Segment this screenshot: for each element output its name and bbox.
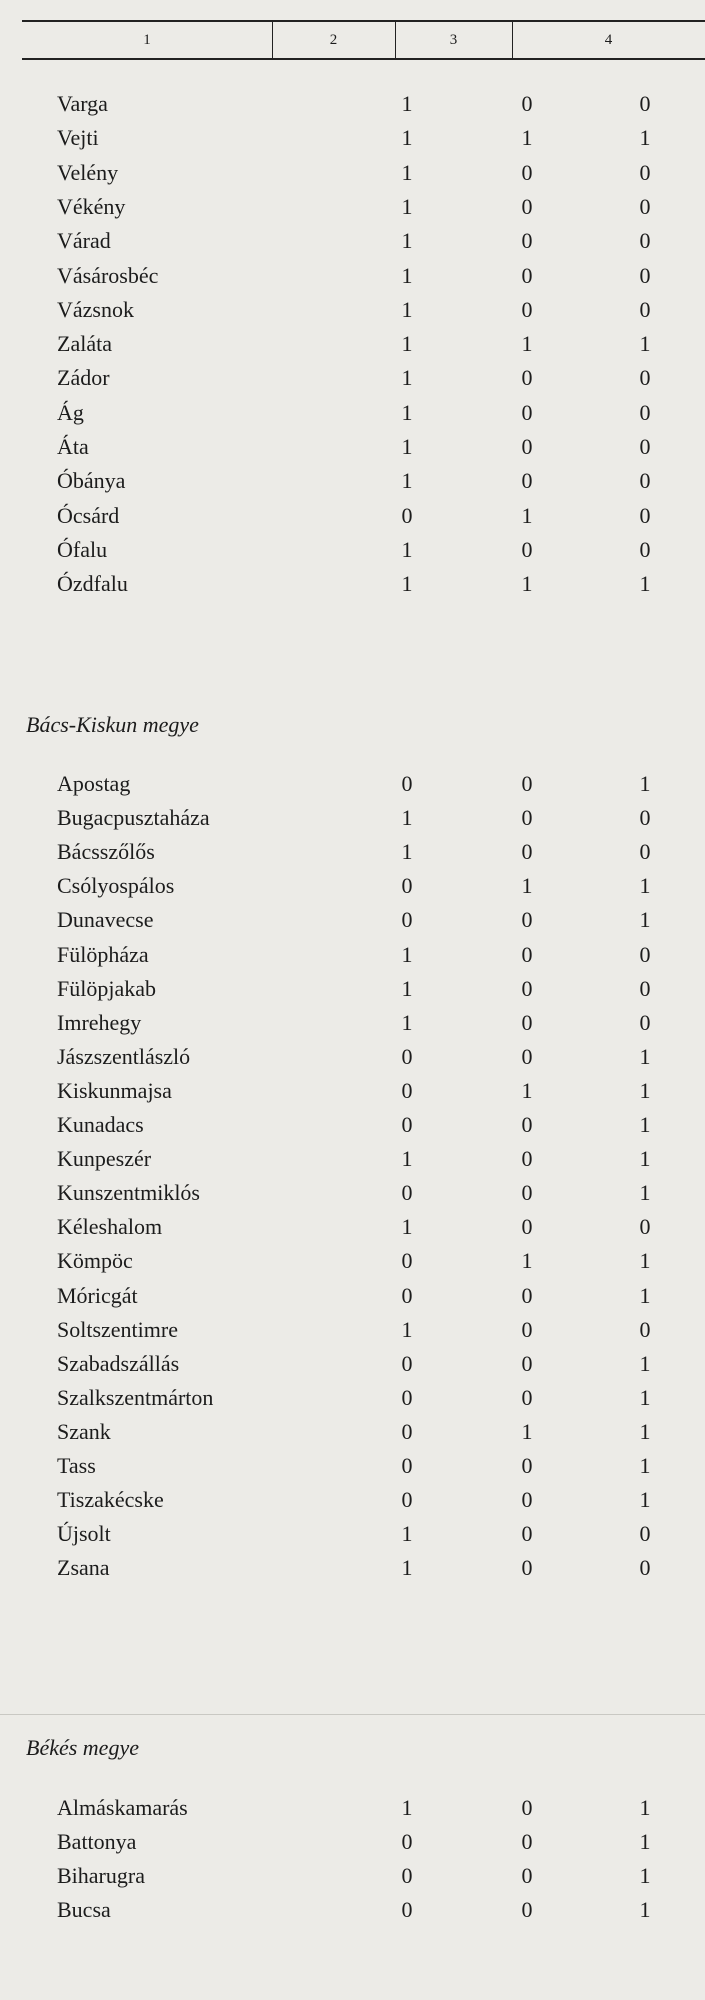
table-row (0, 533, 705, 567)
settlement-name: Óbánya (57, 468, 126, 493)
table-row (0, 1074, 705, 1108)
col3-value: 0 (521, 1146, 533, 1171)
col2-value: 1 (401, 942, 413, 967)
column-header-2: 2 (329, 32, 338, 48)
col4-value: 1 (639, 1385, 651, 1410)
settlement-name: Vázsnok (57, 297, 134, 322)
col3-value: 0 (521, 468, 533, 493)
table-row (0, 361, 705, 395)
col4-value: 0 (639, 839, 651, 864)
table-row (0, 190, 705, 224)
col4-value: 1 (639, 907, 651, 932)
col3-value: 0 (521, 228, 533, 253)
table-row (0, 224, 705, 258)
col3-value: 0 (521, 1214, 533, 1239)
col3-value: 1 (521, 1248, 533, 1273)
table-row (0, 1279, 705, 1313)
col3-value: 1 (521, 873, 533, 898)
col4-value: 1 (639, 1248, 651, 1273)
col2-value: 1 (401, 1146, 413, 1171)
col4-value: 0 (639, 365, 651, 390)
table-row (0, 121, 705, 155)
col3-value: 0 (521, 1555, 533, 1580)
col4-value: 0 (639, 400, 651, 425)
col4-value: 1 (639, 1897, 651, 1922)
settlement-name: Velény (57, 160, 119, 185)
col4-value: 0 (639, 228, 651, 253)
col4-value: 0 (639, 194, 651, 219)
table-row (0, 1142, 705, 1176)
table-row (0, 1244, 705, 1278)
col2-value: 0 (401, 1044, 413, 1069)
col4-value: 0 (639, 805, 651, 830)
settlement-name: Battonya (57, 1829, 137, 1854)
col2-value: 1 (401, 805, 413, 830)
table-header (22, 20, 705, 60)
table-row (0, 1791, 705, 1825)
col3-value: 0 (521, 1521, 533, 1546)
col4-value: 1 (639, 1180, 651, 1205)
col3-value: 0 (521, 91, 533, 116)
settlement-name: Fülöpjakab (57, 976, 156, 1001)
settlement-name: Jászszentlászló (57, 1044, 191, 1069)
table-row (0, 156, 705, 190)
col2-value: 1 (401, 194, 413, 219)
col2-value: 0 (401, 1863, 413, 1888)
settlement-name: Bácsszőlős (57, 839, 155, 864)
col2-value: 0 (401, 1487, 413, 1512)
col4-value: 1 (639, 1044, 651, 1069)
table-row (0, 1381, 705, 1415)
settlement-name: Kömpöc (57, 1248, 133, 1273)
col4-value: 1 (639, 1829, 651, 1854)
col4-value: 1 (639, 1146, 651, 1171)
col4-value: 1 (639, 1863, 651, 1888)
col3-value: 0 (521, 976, 533, 1001)
table-row (0, 327, 705, 361)
settlement-name: Almáskamarás (57, 1795, 188, 1820)
col2-value: 1 (401, 160, 413, 185)
col3-value: 0 (521, 1112, 533, 1137)
col3-value: 1 (521, 1078, 533, 1103)
table-row (0, 499, 705, 533)
settlement-name: Tiszakécske (57, 1487, 164, 1512)
col4-value: 1 (639, 771, 651, 796)
col4-value: 1 (639, 873, 651, 898)
col4-value: 1 (639, 1283, 651, 1308)
settlement-name: Zaláta (57, 331, 112, 356)
col3-value: 0 (521, 1180, 533, 1205)
col2-value: 1 (401, 331, 413, 356)
settlement-name: Ózdfalu (57, 571, 128, 596)
col3-value: 1 (521, 331, 533, 356)
table-row (0, 293, 705, 327)
settlement-name: Varga (57, 91, 108, 116)
col2-value: 0 (401, 1180, 413, 1205)
table-row (0, 1517, 705, 1551)
settlement-name: Újsolt (57, 1521, 111, 1546)
table-row (0, 767, 705, 801)
settlement-name: Kunadacs (57, 1112, 144, 1137)
col3-value: 0 (521, 400, 533, 425)
settlement-name: Szabadszállás (57, 1351, 180, 1376)
table-row (0, 1415, 705, 1449)
col4-value: 0 (639, 976, 651, 1001)
col2-value: 1 (401, 976, 413, 1001)
col4-value: 0 (639, 1010, 651, 1035)
col3-value: 0 (521, 1044, 533, 1069)
col3-value: 0 (521, 537, 533, 562)
col4-value: 0 (639, 434, 651, 459)
col3-value: 0 (521, 1010, 533, 1035)
col2-value: 1 (401, 468, 413, 493)
settlement-name: Ág (57, 400, 84, 425)
col2-value: 0 (401, 771, 413, 796)
col4-value: 0 (639, 942, 651, 967)
col4-value: 1 (639, 1795, 651, 1820)
settlement-name: Fülöpháza (57, 942, 149, 967)
table-row (0, 1210, 705, 1244)
table-row (0, 1347, 705, 1381)
col4-value: 1 (639, 125, 651, 150)
col3-value: 0 (521, 1897, 533, 1922)
col4-value: 0 (639, 537, 651, 562)
col3-value: 0 (521, 1453, 533, 1478)
table-row (0, 1483, 705, 1517)
settlement-name: Vásárosbéc (57, 263, 159, 288)
col2-value: 0 (401, 503, 413, 528)
col3-value: 0 (521, 771, 533, 796)
col3-value: 0 (521, 1385, 533, 1410)
col3-value: 0 (521, 1487, 533, 1512)
col3-value: 0 (521, 839, 533, 864)
table-row (0, 396, 705, 430)
col4-value: 1 (639, 1112, 651, 1137)
col2-value: 1 (401, 228, 413, 253)
col3-value: 1 (521, 503, 533, 528)
col2-value: 0 (401, 873, 413, 898)
col4-value: 0 (639, 263, 651, 288)
table-row (0, 903, 705, 937)
col4-value: 1 (639, 1453, 651, 1478)
table-row (0, 1893, 705, 1927)
table-row (0, 972, 705, 1006)
col3-value: 0 (521, 907, 533, 932)
table-row (0, 1449, 705, 1483)
col2-value: 0 (401, 1248, 413, 1273)
settlement-name: Ófalu (57, 537, 108, 562)
settlement-name: Apostag (57, 771, 131, 796)
settlement-name: Kiskunmajsa (57, 1078, 172, 1103)
divider (0, 1714, 705, 1715)
col2-value: 0 (401, 1453, 413, 1478)
settlement-name: Szank (57, 1419, 111, 1444)
column-header-4: 4 (604, 32, 613, 48)
table-row (0, 869, 705, 903)
col4-value: 0 (639, 297, 651, 322)
table-row (0, 1551, 705, 1585)
col2-value: 1 (401, 1214, 413, 1239)
col2-value: 0 (401, 1897, 413, 1922)
column-header-1: 1 (143, 32, 151, 48)
settlement-name: Szalkszentmárton (57, 1385, 214, 1410)
section-title: Békés megye (26, 1735, 139, 1760)
col3-value: 1 (521, 571, 533, 596)
col2-value: 1 (401, 365, 413, 390)
table-row (0, 1859, 705, 1893)
col3-value: 0 (521, 805, 533, 830)
col4-value: 1 (639, 1487, 651, 1512)
col4-value: 1 (639, 331, 651, 356)
col4-value: 1 (639, 571, 651, 596)
col3-value: 0 (521, 1351, 533, 1376)
settlement-name: Várad (57, 228, 111, 253)
table-row (0, 464, 705, 498)
settlement-name: Ócsárd (57, 503, 120, 528)
col3-value: 1 (521, 1419, 533, 1444)
col4-value: 0 (639, 1317, 651, 1342)
col3-value: 0 (521, 434, 533, 459)
col3-value: 0 (521, 1317, 533, 1342)
settlement-name: Tass (57, 1453, 96, 1478)
table-row (0, 938, 705, 972)
col2-value: 0 (401, 1078, 413, 1103)
col2-value: 1 (401, 1317, 413, 1342)
table-row (0, 259, 705, 293)
column-header-3: 3 (449, 32, 458, 48)
col2-value: 1 (401, 400, 413, 425)
settlement-name: Bucsa (57, 1897, 111, 1922)
settlement-name: Dunavecse (57, 907, 154, 932)
col4-value: 0 (639, 91, 651, 116)
col2-value: 0 (401, 1283, 413, 1308)
table-row (0, 1313, 705, 1347)
col4-value: 0 (639, 1521, 651, 1546)
col2-value: 0 (401, 907, 413, 932)
settlement-name: Bugacpusztaháza (57, 805, 210, 830)
col2-value: 0 (401, 1829, 413, 1854)
col2-value: 0 (401, 1419, 413, 1444)
col2-value: 1 (401, 1555, 413, 1580)
table-row (0, 835, 705, 869)
col4-value: 0 (639, 160, 651, 185)
col3-value: 1 (521, 125, 533, 150)
col3-value: 0 (521, 1863, 533, 1888)
table-row (0, 801, 705, 835)
col2-value: 1 (401, 91, 413, 116)
col4-value: 0 (639, 1214, 651, 1239)
table-row (0, 1108, 705, 1142)
table-row (0, 87, 705, 121)
settlement-name: Zsana (57, 1555, 110, 1580)
table-row (0, 1825, 705, 1859)
settlement-name: Soltszentimre (57, 1317, 178, 1342)
table-row (0, 1040, 705, 1074)
col3-value: 0 (521, 263, 533, 288)
col4-value: 0 (639, 503, 651, 528)
col3-value: 0 (521, 160, 533, 185)
col3-value: 0 (521, 365, 533, 390)
col2-value: 1 (401, 839, 413, 864)
table-row (0, 1176, 705, 1210)
settlement-name: Vékény (57, 194, 126, 219)
col3-value: 0 (521, 194, 533, 219)
settlement-name: Vejti (57, 125, 99, 150)
col4-value: 0 (639, 1555, 651, 1580)
settlement-name: Kunpeszér (57, 1146, 152, 1171)
settlement-name: Kéleshalom (57, 1214, 163, 1239)
col3-value: 0 (521, 942, 533, 967)
col2-value: 1 (401, 434, 413, 459)
col2-value: 1 (401, 537, 413, 562)
section-title: Bács-Kiskun megye (26, 712, 199, 737)
col4-value: 1 (639, 1078, 651, 1103)
col2-value: 1 (401, 571, 413, 596)
col3-value: 0 (521, 1795, 533, 1820)
table-row (0, 567, 705, 601)
col2-value: 0 (401, 1112, 413, 1137)
col4-value: 1 (639, 1351, 651, 1376)
table-row (0, 1006, 705, 1040)
settlement-name: Kunszentmiklós (57, 1180, 200, 1205)
col2-value: 1 (401, 263, 413, 288)
settlement-name: Móricgát (57, 1283, 138, 1308)
col2-value: 1 (401, 1010, 413, 1035)
table-row (0, 430, 705, 464)
col2-value: 1 (401, 297, 413, 322)
col3-value: 0 (521, 1829, 533, 1854)
col2-value: 1 (401, 125, 413, 150)
settlement-name: Imrehegy (57, 1010, 142, 1035)
settlement-name: Csólyospálos (57, 873, 175, 898)
col3-value: 0 (521, 1283, 533, 1308)
col3-value: 0 (521, 297, 533, 322)
settlement-name: Áta (57, 434, 89, 459)
col2-value: 0 (401, 1385, 413, 1410)
settlement-name: Biharugra (57, 1863, 145, 1888)
col4-value: 0 (639, 468, 651, 493)
col2-value: 1 (401, 1521, 413, 1546)
col4-value: 1 (639, 1419, 651, 1444)
col2-value: 0 (401, 1351, 413, 1376)
col2-value: 1 (401, 1795, 413, 1820)
settlement-name: Zádor (57, 365, 110, 390)
